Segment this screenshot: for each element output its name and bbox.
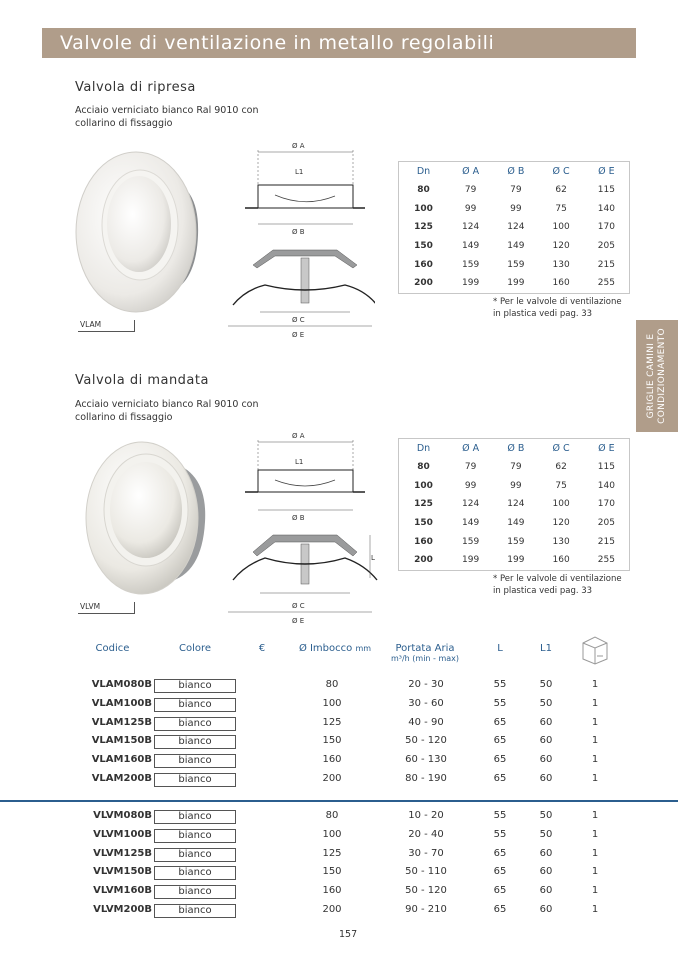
imbocco-value: 100 xyxy=(322,697,342,709)
dim-table-cell: 160 xyxy=(414,536,433,547)
dim-table-header: Ø A xyxy=(462,166,480,177)
package-qty: 1 xyxy=(591,754,599,766)
product-group-vlam xyxy=(0,676,678,796)
dim-table-cell: 149 xyxy=(462,241,480,252)
dim-table-cell: 124 xyxy=(462,222,480,233)
side-tab-line2: CONDIZIONAMENTO xyxy=(657,328,667,424)
dim-label-c: Ø C xyxy=(292,602,305,610)
dim-table-cell: 75 xyxy=(555,480,567,491)
dim-table-cell: 115 xyxy=(597,185,615,196)
description-line: Acciaio verniciato bianco Ral 9010 con xyxy=(75,399,259,410)
imbocco-unit: mm xyxy=(355,644,372,653)
note-line: * Per le valvole di ventilazione xyxy=(493,297,622,307)
color-field[interactable]: bianco xyxy=(154,848,236,862)
dim-table-cell: 150 xyxy=(414,241,433,252)
col-header-colore: Colore xyxy=(178,643,212,654)
portata-value: 10 - 20 xyxy=(408,810,444,821)
dimensions-table-mandata xyxy=(398,438,630,571)
note-line: in plastica vedi pag. 33 xyxy=(493,586,593,596)
package-qty: 1 xyxy=(591,828,599,840)
dim-table-cell: 79 xyxy=(510,185,522,196)
dim-table-cell: 159 xyxy=(507,259,525,270)
color-field[interactable]: bianco xyxy=(154,885,236,899)
section-description-ripresa xyxy=(75,104,275,130)
l1-value: 60 xyxy=(539,866,553,878)
imbocco-value: 200 xyxy=(322,773,342,784)
portata-label: Portata Aria xyxy=(395,643,455,654)
col-header-price: € xyxy=(258,643,266,654)
dim-label-b: Ø B xyxy=(292,228,305,236)
color-field[interactable]: bianco xyxy=(154,698,236,712)
side-category-tab[interactable] xyxy=(636,320,678,432)
side-tab-label xyxy=(646,320,668,432)
imbocco-value: 200 xyxy=(322,904,342,915)
color-field[interactable]: bianco xyxy=(154,810,236,824)
color-field[interactable]: bianco xyxy=(154,717,236,731)
portata-value: 50 - 110 xyxy=(405,866,447,878)
dim-table-cell: 200 xyxy=(414,278,433,289)
page-title: Valvole di ventilazione in metallo regolabili xyxy=(42,28,636,58)
dim-table-cell: 75 xyxy=(555,203,567,214)
dim-table-cell: 205 xyxy=(597,241,615,252)
dim-table-row xyxy=(399,237,629,256)
dim-table-cell: 215 xyxy=(597,536,615,547)
package-qty: 1 xyxy=(591,847,599,859)
dim-table-cell: 199 xyxy=(462,278,480,289)
table-row xyxy=(0,770,678,788)
l-value: 65 xyxy=(493,716,507,728)
dim-table-cell: 124 xyxy=(507,222,525,233)
product-group-vlvm xyxy=(0,807,678,927)
col-header-l: L xyxy=(497,643,503,654)
note-line: * Per le valvole di ventilazione xyxy=(493,574,622,584)
product-code-tag: VLAM xyxy=(78,320,135,332)
l-value: 65 xyxy=(493,866,507,878)
imbocco-value: 100 xyxy=(322,828,342,840)
dim-table-header: Ø B xyxy=(507,166,525,177)
product-code: VLVM160B xyxy=(93,885,152,897)
valve-mandata-image xyxy=(80,432,220,602)
dim-table-header: Ø B xyxy=(507,443,525,454)
dim-table-cell: 149 xyxy=(462,518,480,529)
dim-table-cell: 149 xyxy=(507,518,525,529)
dim-table-header: Ø C xyxy=(552,443,570,454)
package-qty: 1 xyxy=(591,716,599,728)
dim-table-cell: 80 xyxy=(417,185,430,196)
description-line: Acciaio verniciato bianco Ral 9010 con xyxy=(75,105,259,116)
note-mandata xyxy=(493,573,643,597)
dim-table-cell: 100 xyxy=(414,480,433,491)
section-description-mandata xyxy=(75,398,275,424)
imbocco-value: 160 xyxy=(322,754,342,766)
dim-table-cell: 62 xyxy=(555,185,567,196)
color-field[interactable]: bianco xyxy=(154,679,236,693)
dim-table-cell: 215 xyxy=(597,259,615,270)
package-qty: 1 xyxy=(591,679,599,690)
portata-value: 40 - 90 xyxy=(408,716,444,728)
dim-table-cell: 100 xyxy=(552,222,570,233)
product-code: VLVM150B xyxy=(93,866,152,878)
dim-table-cell: 199 xyxy=(507,555,525,566)
table-row xyxy=(0,714,678,732)
dim-table-header: Ø E xyxy=(598,443,615,454)
table-row xyxy=(0,751,678,769)
dim-label-l: L xyxy=(371,554,375,562)
color-field[interactable]: bianco xyxy=(154,904,236,918)
color-field[interactable]: bianco xyxy=(154,773,236,787)
table-row xyxy=(0,901,678,919)
dim-table-cell: 255 xyxy=(597,555,615,566)
dim-table-row xyxy=(399,218,629,237)
col-header-portata xyxy=(375,643,475,663)
l1-value: 60 xyxy=(539,847,553,859)
dim-table-row xyxy=(399,514,629,533)
note-ripresa xyxy=(493,296,643,320)
product-code: VLAM100B xyxy=(91,697,152,709)
imbocco-value: 80 xyxy=(325,679,339,690)
package-box-icon xyxy=(580,634,610,666)
portata-value: 20 - 40 xyxy=(408,828,444,840)
package-qty: 1 xyxy=(591,773,599,784)
dim-table-header: Ø E xyxy=(598,166,615,177)
dim-table-cell: 160 xyxy=(552,555,570,566)
imbocco-value: 125 xyxy=(322,847,342,859)
dim-table-cell: 79 xyxy=(464,185,477,196)
dim-table-header: Dn xyxy=(416,166,431,177)
technical-drawing-mandata xyxy=(225,430,385,630)
dim-table-row xyxy=(399,532,629,551)
package-qty: 1 xyxy=(591,885,599,897)
dim-label-a: Ø A xyxy=(292,142,305,150)
l1-value: 50 xyxy=(539,679,553,690)
imbocco-value: 150 xyxy=(322,866,342,878)
dim-table-cell: 124 xyxy=(507,499,525,510)
dim-table-cell: 170 xyxy=(597,499,615,510)
portata-value: 30 - 70 xyxy=(408,847,444,859)
imbocco-value: 125 xyxy=(322,716,342,728)
l-value: 55 xyxy=(493,810,507,821)
package-qty: 1 xyxy=(591,904,599,915)
dim-table-cell: 199 xyxy=(462,555,480,566)
dim-table-cell: 159 xyxy=(462,259,480,270)
description-line: collarino di fissaggio xyxy=(75,412,173,423)
dim-table-cell: 160 xyxy=(414,259,433,270)
dim-table-cell: 120 xyxy=(552,518,570,529)
dim-table-cell: 79 xyxy=(510,462,522,473)
imbocco-value: 150 xyxy=(322,735,342,747)
product-code: VLVM200B xyxy=(93,904,152,915)
product-code: VLAM080B xyxy=(91,679,152,690)
col-header-codice: Codice xyxy=(95,643,130,654)
dim-table-cell: 120 xyxy=(552,241,570,252)
dim-table-cell: 199 xyxy=(507,278,525,289)
dim-label-c: Ø C xyxy=(292,316,305,324)
l-value: 55 xyxy=(493,697,507,709)
l-value: 65 xyxy=(493,773,507,784)
portata-value: 20 - 30 xyxy=(408,679,444,690)
dim-table-cell: 80 xyxy=(417,462,430,473)
product-code: VLAM160B xyxy=(91,754,152,766)
l-value: 65 xyxy=(493,847,507,859)
dim-table-cell: 99 xyxy=(510,203,522,214)
table-row xyxy=(0,882,678,900)
product-code: VLVM100B xyxy=(93,828,152,840)
dim-table-header-row xyxy=(399,162,629,181)
dim-table-cell: 200 xyxy=(414,555,433,566)
dim-label-a: Ø A xyxy=(292,432,305,440)
dim-table-header: Ø C xyxy=(552,166,570,177)
color-field[interactable]: bianco xyxy=(154,829,236,843)
dim-table-row xyxy=(399,477,629,496)
section-title-ripresa: Valvola di ripresa xyxy=(75,80,196,95)
product-code: VLAM125B xyxy=(91,716,152,728)
section-title-mandata: Valvola di mandata xyxy=(75,373,209,388)
dim-table-cell: 150 xyxy=(414,518,433,529)
side-tab-line1: GRIGLIE CAMINI E xyxy=(646,333,656,419)
color-field[interactable]: bianco xyxy=(154,754,236,768)
table-row xyxy=(0,676,678,694)
l1-value: 60 xyxy=(539,735,553,747)
dim-table-header-row xyxy=(399,439,629,458)
note-line: in plastica vedi pag. 33 xyxy=(493,309,593,319)
dim-table-cell: 130 xyxy=(552,259,570,270)
table-row xyxy=(0,826,678,844)
imbocco-label: Ø Imbocco xyxy=(298,643,353,654)
color-field[interactable]: bianco xyxy=(154,735,236,749)
color-field[interactable]: bianco xyxy=(154,866,236,880)
portata-value: 60 - 130 xyxy=(405,754,447,766)
portata-unit: m³/h (min - max) xyxy=(390,654,460,663)
dim-table-cell: 99 xyxy=(464,203,477,214)
table-row xyxy=(0,732,678,750)
l1-value: 60 xyxy=(539,904,553,915)
portata-value: 30 - 60 xyxy=(408,697,444,709)
dim-label-l1: L1 xyxy=(295,168,304,176)
product-code-tag: VLVM xyxy=(78,602,135,614)
dim-table-cell: 125 xyxy=(414,499,433,510)
l-value: 65 xyxy=(493,735,507,747)
l1-value: 50 xyxy=(539,697,553,709)
dim-label-e: Ø E xyxy=(292,617,305,625)
l1-value: 50 xyxy=(539,828,553,840)
dim-table-cell: 140 xyxy=(597,203,615,214)
table-row xyxy=(0,807,678,825)
dim-table-cell: 140 xyxy=(597,480,615,491)
dim-table-row xyxy=(399,551,629,570)
product-code: VLAM150B xyxy=(91,735,152,747)
package-qty: 1 xyxy=(591,697,599,709)
dim-table-cell: 115 xyxy=(597,462,615,473)
l-value: 65 xyxy=(493,885,507,897)
product-code: VLAM200B xyxy=(91,773,152,784)
l-value: 65 xyxy=(493,754,507,766)
l1-value: 50 xyxy=(539,810,553,821)
package-qty: 1 xyxy=(591,735,599,747)
product-code: VLVM125B xyxy=(93,847,152,859)
table-row xyxy=(0,845,678,863)
imbocco-value: 80 xyxy=(325,810,339,821)
dim-table-cell: 99 xyxy=(464,480,477,491)
portata-value: 80 - 190 xyxy=(405,773,447,784)
l1-value: 60 xyxy=(539,885,553,897)
group-divider xyxy=(0,800,678,802)
valve-ripresa-image xyxy=(70,140,210,320)
dimensions-table-ripresa xyxy=(398,161,630,294)
dim-table-cell: 62 xyxy=(555,462,567,473)
dim-table-row xyxy=(399,200,629,219)
dim-table-header: Dn xyxy=(416,443,431,454)
table-row xyxy=(0,695,678,713)
dim-table-cell: 100 xyxy=(414,203,433,214)
l1-value: 60 xyxy=(539,716,553,728)
l-value: 65 xyxy=(493,904,507,915)
dim-table-row xyxy=(399,458,629,477)
dim-table-cell: 255 xyxy=(597,278,615,289)
dim-table-cell: 159 xyxy=(462,536,480,547)
dim-table-row xyxy=(399,255,629,274)
dim-table-cell: 160 xyxy=(552,278,570,289)
dim-table-row xyxy=(399,495,629,514)
dim-label-l1: L1 xyxy=(295,458,304,466)
dim-table-cell: 99 xyxy=(510,480,522,491)
dim-table-cell: 170 xyxy=(597,222,615,233)
dim-table-cell: 159 xyxy=(507,536,525,547)
l1-value: 60 xyxy=(539,754,553,766)
portata-value: 50 - 120 xyxy=(405,885,447,897)
dim-table-row xyxy=(399,274,629,293)
dim-table-cell: 149 xyxy=(507,241,525,252)
dim-table-cell: 205 xyxy=(597,518,615,529)
portata-value: 50 - 120 xyxy=(405,735,447,747)
dim-table-header: Ø A xyxy=(462,443,480,454)
dim-label-e: Ø E xyxy=(292,331,305,339)
dim-label-b: Ø B xyxy=(292,514,305,522)
technical-drawing-ripresa xyxy=(225,140,375,340)
dim-table-row xyxy=(399,181,629,200)
l1-value: 60 xyxy=(539,773,553,784)
table-row xyxy=(0,863,678,881)
portata-value: 90 - 210 xyxy=(405,904,447,915)
l-value: 55 xyxy=(493,679,507,690)
col-header-imbocco xyxy=(290,643,380,654)
product-code: VLVM080B xyxy=(93,810,152,821)
col-header-l1: L1 xyxy=(540,643,552,654)
dim-table-cell: 125 xyxy=(414,222,433,233)
package-qty: 1 xyxy=(591,866,599,878)
description-line: collarino di fissaggio xyxy=(75,118,173,129)
imbocco-value: 160 xyxy=(322,885,342,897)
dim-table-cell: 79 xyxy=(464,462,477,473)
dim-table-cell: 130 xyxy=(552,536,570,547)
l-value: 55 xyxy=(493,828,507,840)
dim-table-cell: 124 xyxy=(462,499,480,510)
page-number: 157 xyxy=(339,929,358,940)
package-qty: 1 xyxy=(591,810,599,821)
dim-table-cell: 100 xyxy=(552,499,570,510)
